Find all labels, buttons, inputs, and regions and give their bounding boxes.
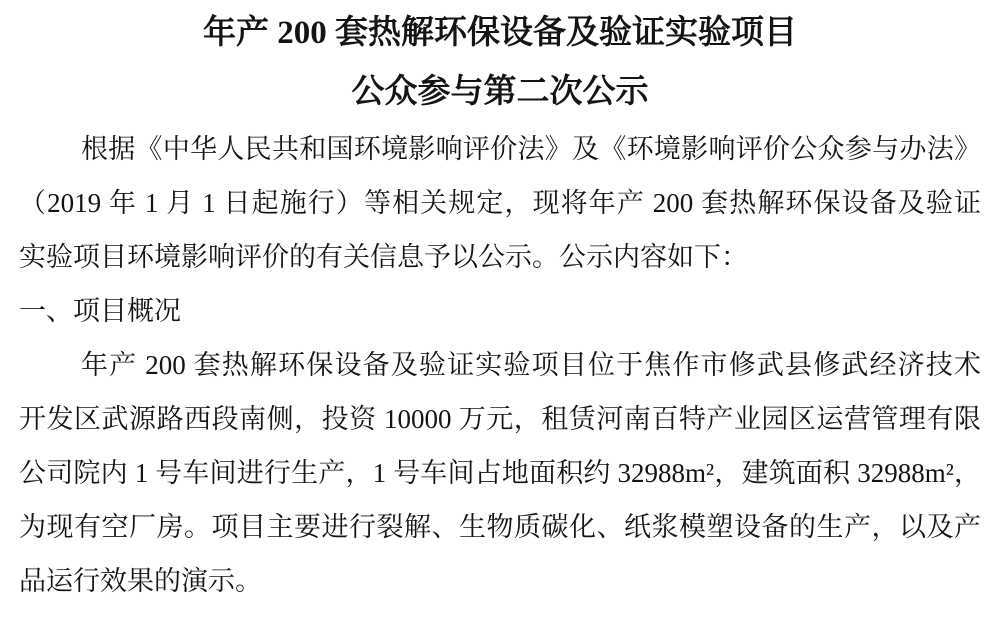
title-line-2: 公众参与第二次公示 <box>351 74 649 110</box>
overview-paragraph <box>19 338 981 608</box>
intro-paragraph-line-1: 根据《中华人民共和国环境影响评价法》及《环境影响评价公众参与办法》 <box>81 134 981 164</box>
title-line-1: 年产 200 套热解环保设备及验证实验项目 <box>203 15 797 51</box>
overview-paragraph-line-3: 公司院内 1 号车间进行生产，1 号车间占地面积约 32988m²，建筑面积 32988m²， <box>19 458 981 488</box>
overview-paragraph-line-2: 开发区武源路西段南侧，投资 10000 万元，租赁河南百特产业园区运营管理有限 <box>19 404 981 434</box>
document-title <box>19 4 981 122</box>
overview-paragraph-line-1: 年产 200 套热解环保设备及验证实验项目位于焦作市修武县修武经济技术 <box>81 350 981 380</box>
intro-paragraph-line-3: 实验项目环境影响评价的有关信息予以公示。公示内容如下： <box>19 242 748 272</box>
intro-paragraph <box>19 122 981 284</box>
section-heading-project-overview: 一、项目概况 <box>19 296 181 326</box>
intro-paragraph-line-2: （2019 年 1 月 1 日起施行）等相关规定，现将年产 200 套热解环保设备及验证 <box>19 188 981 218</box>
overview-paragraph-line-5: 品运行效果的演示。 <box>19 566 262 596</box>
overview-paragraph-line-4: 为现有空厂房。项目主要进行裂解、生物质碳化、纸浆模塑设备的生产，以及产 <box>19 512 981 542</box>
